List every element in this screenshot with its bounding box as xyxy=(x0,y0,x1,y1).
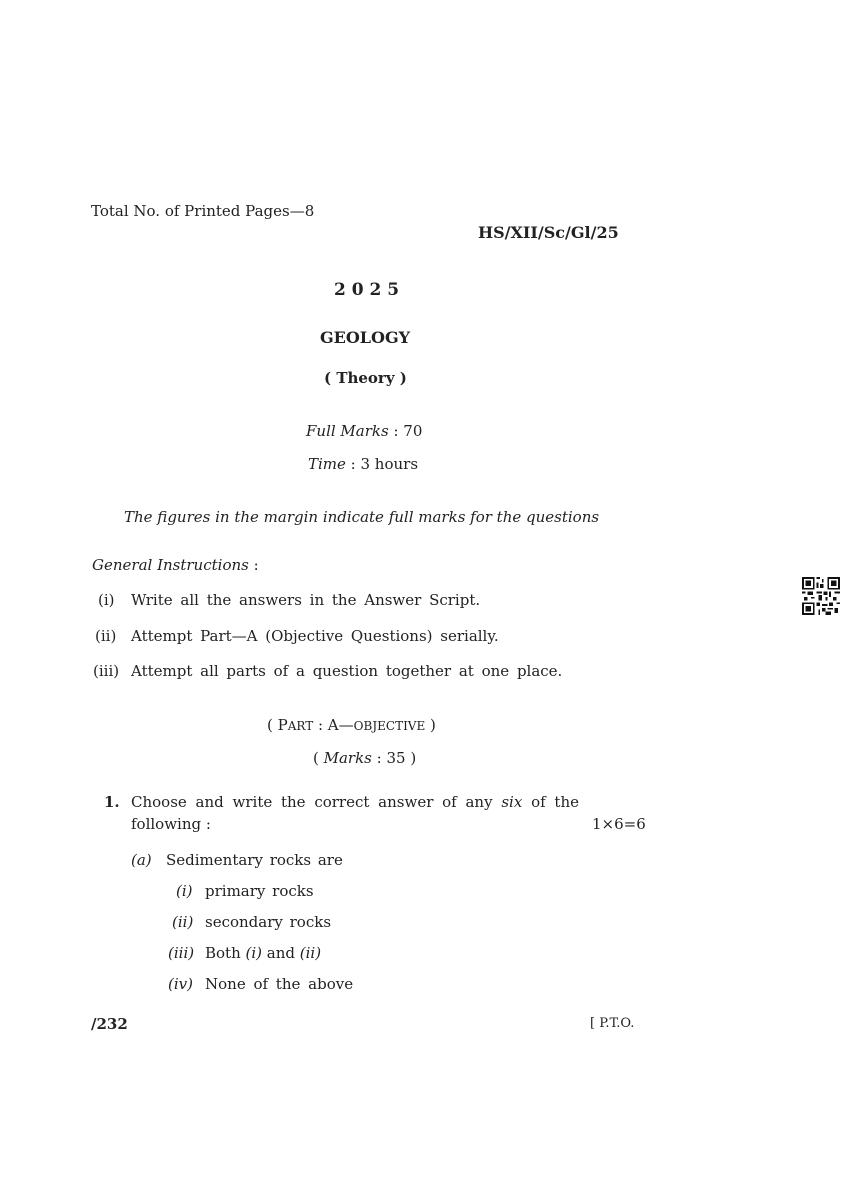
full-marks-label: Full Marks xyxy=(306,422,389,440)
part-a-art: ART xyxy=(287,719,314,733)
instruction-number: (i) xyxy=(98,591,115,609)
instruction-text: Attempt all parts of a question together at one place. xyxy=(131,662,563,680)
part-a-open: ( P xyxy=(267,716,288,734)
option-label: (i) xyxy=(176,882,193,900)
part-a-marks-label: Marks xyxy=(323,749,372,767)
question-text-a: Choose and write the correct answer of any xyxy=(131,793,502,811)
instructions-title-suffix: : xyxy=(248,556,259,574)
subquestion-text: Sedimentary rocks are xyxy=(166,851,343,869)
instruction-number: (iii) xyxy=(93,662,120,680)
question-text-b: of the xyxy=(522,793,579,811)
question-marks: 1×6=6 xyxy=(592,815,646,833)
question-text-line2: following : xyxy=(131,815,211,833)
instructions-title-text: General Instructions xyxy=(92,556,249,574)
instructions-title xyxy=(92,556,259,574)
pto-note: [ P.T.O. xyxy=(590,1016,635,1031)
option-label: (ii) xyxy=(172,913,194,931)
full-marks-value: : 70 xyxy=(388,422,423,440)
question-text-emphasis: six xyxy=(501,793,523,811)
option-ref-ii: (ii) xyxy=(299,944,322,962)
option-ref-i: (i) xyxy=(245,944,263,962)
option-text-a: Both xyxy=(205,944,246,962)
option-text: secondary rocks xyxy=(205,913,332,931)
time-value: : 3 hours xyxy=(345,455,419,473)
instruction-text: Write all the answers in the Answer Script. xyxy=(131,591,481,609)
part-a-close: ) xyxy=(425,716,436,734)
full-marks xyxy=(306,422,422,440)
part-a-marks-value: : 35 ) xyxy=(371,749,417,767)
margin-note: The figures in the margin indicate full marks for the questions xyxy=(124,508,600,526)
option-text: None of the above xyxy=(205,975,354,993)
option-text-b: and xyxy=(262,944,300,962)
question-text-line1 xyxy=(131,793,579,811)
qr-code-icon xyxy=(802,577,840,615)
part-a-title xyxy=(267,716,436,734)
exam-subject: GEOLOGY xyxy=(320,328,411,347)
time-label: Time xyxy=(308,455,346,473)
paper-type: ( Theory ) xyxy=(324,369,407,387)
question-number: 1. xyxy=(104,793,120,811)
exam-time xyxy=(308,455,418,473)
total-pages-note: Total No. of Printed Pages—8 xyxy=(91,202,315,220)
subquestion-label: (a) xyxy=(131,851,152,869)
option-text xyxy=(205,944,321,962)
page-code: /232 xyxy=(91,1015,128,1033)
part-a-objective: OBJECTIVE xyxy=(353,719,426,733)
option-text: primary rocks xyxy=(205,882,314,900)
part-a-mid: : A— xyxy=(313,716,354,734)
option-label: (iii) xyxy=(168,944,195,962)
part-a-marks-open: ( xyxy=(313,749,324,767)
option-label: (iv) xyxy=(168,975,193,993)
part-a-marks xyxy=(313,749,416,767)
paper-code: HS/XII/Sc/Gl/25 xyxy=(478,223,619,242)
instruction-text: Attempt Part—A (Objective Questions) serially. xyxy=(131,627,499,645)
instruction-number: (ii) xyxy=(95,627,117,645)
exam-year: 2 0 2 5 xyxy=(334,280,400,300)
